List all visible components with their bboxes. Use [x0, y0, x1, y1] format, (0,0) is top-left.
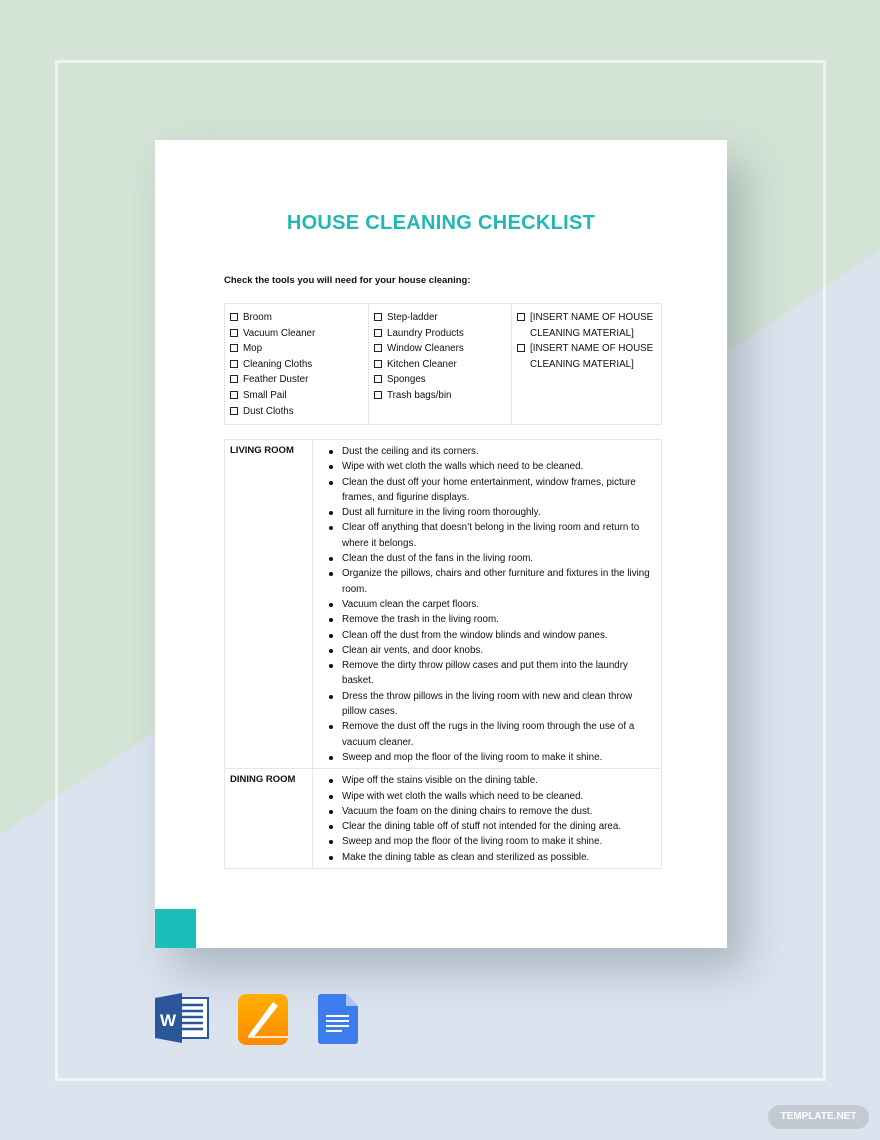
- task-item: Remove the dirty throw pillow cases and put them into the laundry basket.: [327, 658, 655, 689]
- task-item: Wipe with wet cloth the walls which need to be cleaned.: [327, 789, 655, 804]
- checkbox[interactable]: [374, 375, 382, 383]
- word-icon[interactable]: [155, 993, 209, 1043]
- tool-label: Vacuum Cleaner: [243, 327, 316, 339]
- checkbox[interactable]: [230, 344, 238, 352]
- checkbox[interactable]: [374, 360, 382, 368]
- task-list: [313, 440, 661, 768]
- task-item: Organize the pillows, chairs and other furniture and fixtures in the living room.: [327, 566, 655, 597]
- tool-checklist-item[interactable]: [374, 326, 506, 342]
- task-item: Make the dining table as clean and sterilized as possible.: [327, 850, 655, 865]
- tool-checklist-item[interactable]: [374, 310, 506, 326]
- tool-checklist-item[interactable]: [517, 310, 656, 341]
- teal-accent: [155, 909, 196, 948]
- tool-checklist-item[interactable]: [374, 372, 506, 388]
- checkbox[interactable]: [374, 391, 382, 399]
- tool-checklist-item[interactable]: [374, 341, 506, 357]
- checkbox[interactable]: [230, 329, 238, 337]
- checkbox[interactable]: [230, 407, 238, 415]
- task-item: Vacuum clean the carpet floors.: [327, 597, 655, 612]
- template-net-badge[interactable]: TEMPLATE.NET: [768, 1105, 869, 1129]
- tool-checklist-item[interactable]: [230, 357, 363, 373]
- tool-label: Kitchen Cleaner: [387, 358, 457, 370]
- task-item: Clear off anything that doesn’t belong in the living room and return to where it belongs.: [327, 520, 655, 551]
- intro-text: Check the tools you will need for your house cleaning:: [224, 275, 471, 286]
- task-item: Dust the ceiling and its corners.: [327, 444, 655, 459]
- room-name: LIVING ROOM: [225, 440, 313, 768]
- task-item: Wipe off the stains visible on the dining table.: [327, 773, 655, 788]
- checkbox[interactable]: [230, 313, 238, 321]
- page-title: HOUSE CLEANING CHECKLIST: [286, 212, 596, 234]
- task-item: Remove the dust off the rugs in the living room through the use of a vacuum cleaner.: [327, 719, 655, 750]
- svg-text:W: W: [160, 1011, 177, 1030]
- tool-label: Mop: [243, 343, 263, 355]
- checkbox[interactable]: [230, 375, 238, 383]
- task-item: Sweep and mop the floor of the living room to make it shine.: [327, 834, 655, 849]
- tools-table: [224, 303, 662, 425]
- tool-checklist-item[interactable]: [374, 388, 506, 404]
- task-item: Dress the throw pillows in the living room with new and clean throw pillow cases.: [327, 689, 655, 720]
- tool-checklist-item[interactable]: [230, 404, 363, 420]
- tool-checklist-item[interactable]: [230, 310, 363, 326]
- tool-label: Cleaning Cloths: [243, 358, 313, 370]
- tool-label: Laundry Products: [387, 327, 464, 339]
- task-list: [313, 769, 661, 868]
- tools-column: [225, 304, 369, 424]
- tool-label: Sponges: [387, 374, 426, 386]
- google-docs-icon[interactable]: [318, 994, 358, 1044]
- tool-checklist-item[interactable]: [230, 372, 363, 388]
- tool-checklist-item[interactable]: [374, 357, 506, 373]
- document-page: [155, 140, 727, 948]
- checkbox[interactable]: [517, 344, 525, 352]
- tool-label: [INSERT NAME OF HOUSE CLEANING MATERIAL]: [530, 343, 654, 370]
- task-item: Sweep and mop the floor of the living room to make it shine.: [327, 750, 655, 765]
- rooms-table: [224, 439, 662, 869]
- tool-label: [INSERT NAME OF HOUSE CLEANING MATERIAL]: [530, 312, 654, 339]
- tool-label: Dust Cloths: [243, 405, 294, 417]
- checkbox[interactable]: [517, 313, 525, 321]
- room-name: DINING ROOM: [225, 769, 313, 868]
- tool-label: Small Pail: [243, 389, 287, 401]
- task-item: Dust all furniture in the living room thoroughly.: [327, 505, 655, 520]
- task-item: Wipe with wet cloth the walls which need to be cleaned.: [327, 459, 655, 474]
- task-item: Clear the dining table off of stuff not intended for the dining area.: [327, 819, 655, 834]
- task-item: Clean the dust off your home entertainment, window frames, picture frames, and figurine displays.: [327, 475, 655, 506]
- tools-column: [512, 304, 661, 424]
- tool-label: Step-ladder: [387, 312, 438, 323]
- tool-checklist-item[interactable]: [230, 341, 363, 357]
- tool-label: Feather Duster: [243, 374, 309, 386]
- tool-label: Trash bags/bin: [387, 389, 452, 401]
- checkbox[interactable]: [374, 313, 382, 321]
- checkbox[interactable]: [374, 344, 382, 352]
- task-item: Clean the dust of the fans in the living room.: [327, 551, 655, 566]
- pages-icon[interactable]: [238, 994, 288, 1045]
- room-row: [225, 440, 661, 769]
- checkbox[interactable]: [374, 329, 382, 337]
- task-item: Clean off the dust from the window blinds and window panes.: [327, 628, 655, 643]
- tools-column: [369, 304, 512, 424]
- checkbox[interactable]: [230, 391, 238, 399]
- tool-label: Broom: [243, 312, 272, 323]
- task-item: Clean air vents, and door knobs.: [327, 643, 655, 658]
- room-row: [225, 769, 661, 868]
- tool-checklist-item[interactable]: [230, 326, 363, 342]
- tool-label: Window Cleaners: [387, 343, 464, 355]
- task-item: Vacuum the foam on the dining chairs to remove the dust.: [327, 804, 655, 819]
- checkbox[interactable]: [230, 360, 238, 368]
- tool-checklist-item[interactable]: [230, 388, 363, 404]
- task-item: Remove the trash in the living room.: [327, 612, 655, 627]
- tool-checklist-item[interactable]: [517, 341, 656, 372]
